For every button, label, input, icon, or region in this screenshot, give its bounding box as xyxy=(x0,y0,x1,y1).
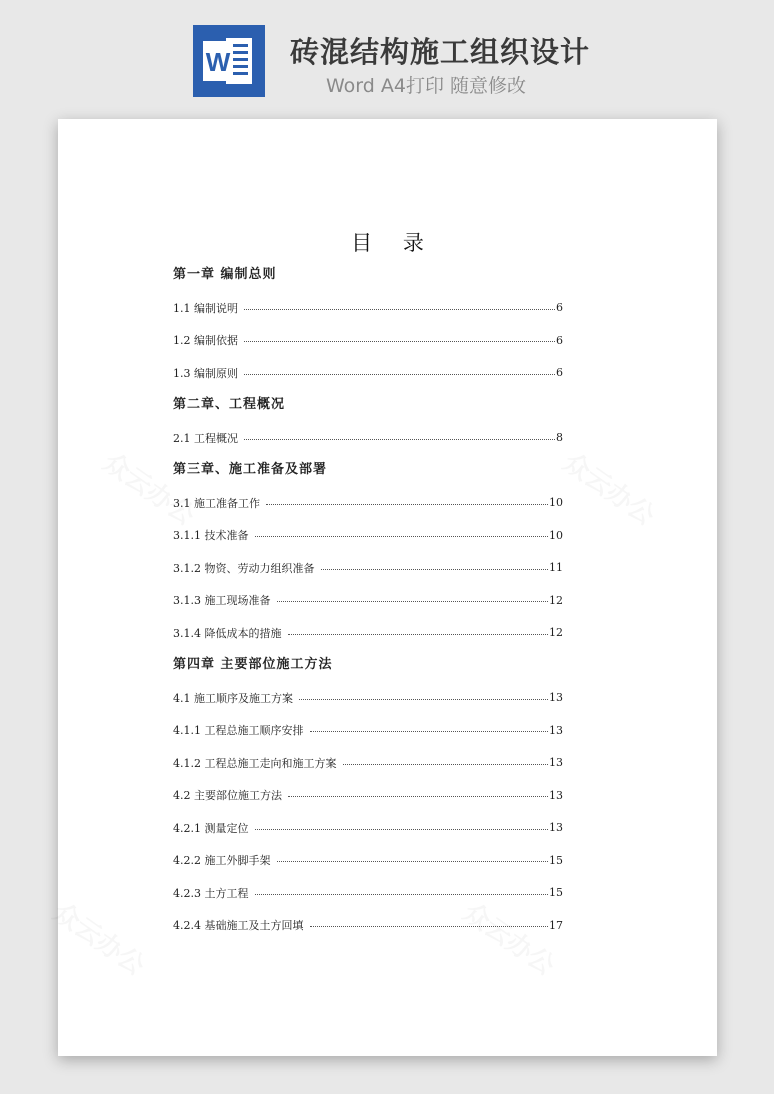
toc-title: 目 录 xyxy=(351,231,436,255)
word-letter: W xyxy=(205,47,231,77)
toc-leader-dots xyxy=(277,861,549,862)
toc-entry-label: 1.2 编制依据 xyxy=(173,334,238,348)
toc-page-number: 12 xyxy=(549,593,563,607)
toc-entry[interactable] xyxy=(173,552,563,585)
toc-leader-dots xyxy=(244,309,555,310)
toc-page-number: 15 xyxy=(549,886,563,900)
toc-leader-dots xyxy=(343,764,549,765)
toc-entry-label: 4.2 主要部位施工方法 xyxy=(173,789,282,803)
toc-page-number: 10 xyxy=(549,496,563,510)
toc-leader-dots xyxy=(321,569,549,570)
toc-page-number: 13 xyxy=(549,821,563,835)
toc-entry-label: 4.2.1 测量定位 xyxy=(173,821,249,835)
toc-page-number: 10 xyxy=(549,528,563,542)
toc-entry-label: 3.1.3 施工现场准备 xyxy=(173,594,271,608)
table-of-contents xyxy=(173,259,563,942)
watermark xyxy=(47,893,153,983)
toc-leader-dots xyxy=(255,829,549,830)
toc-entry[interactable] xyxy=(173,487,563,520)
toc-entry[interactable] xyxy=(173,422,563,455)
toc-entry-label: 4.1.1 工程总施工顺序安排 xyxy=(173,724,304,738)
watermark xyxy=(557,443,663,533)
word-document-icon xyxy=(193,25,265,97)
toc-entry[interactable] xyxy=(173,812,563,845)
toc-entry[interactable] xyxy=(173,324,563,357)
toc-entry-label: 4.1 施工顺序及施工方案 xyxy=(173,691,293,705)
toc-page-number: 11 xyxy=(549,561,563,575)
toc-leader-dots xyxy=(244,341,555,342)
toc-page-number: 6 xyxy=(556,301,563,315)
toc-entry[interactable] xyxy=(173,357,563,390)
toc-leader-dots xyxy=(299,699,548,700)
toc-page-number: 13 xyxy=(549,723,563,737)
toc-page-number: 8 xyxy=(556,431,563,445)
toc-chapter-heading[interactable]: 第四章 主要部位施工方法 xyxy=(173,657,333,672)
toc-entry-label: 3.1.4 降低成本的措施 xyxy=(173,626,282,640)
toc-leader-dots xyxy=(277,601,549,602)
toc-page-number: 13 xyxy=(549,788,563,802)
banner xyxy=(0,0,774,118)
toc-entry[interactable] xyxy=(173,617,563,650)
toc-entry[interactable] xyxy=(173,682,563,715)
toc-page-number: 13 xyxy=(549,691,563,705)
toc-entry-label: 3.1.1 技术准备 xyxy=(173,529,249,543)
toc-entry[interactable] xyxy=(173,877,563,910)
toc-entry[interactable] xyxy=(173,779,563,812)
toc-leader-dots xyxy=(244,439,555,440)
toc-leader-dots xyxy=(310,926,549,927)
toc-page-number: 12 xyxy=(549,626,563,640)
toc-entry-label: 4.1.2 工程总施工走向和施工方案 xyxy=(173,756,337,770)
toc-entry[interactable] xyxy=(173,909,563,942)
toc-leader-dots xyxy=(255,536,549,537)
toc-chapter-heading[interactable]: 第一章 编制总则 xyxy=(173,267,277,282)
toc-leader-dots xyxy=(310,731,549,732)
toc-entry-label: 4.2.4 基础施工及土方回填 xyxy=(173,919,304,933)
toc-entry-label: 2.1 工程概况 xyxy=(173,431,238,445)
toc-leader-dots xyxy=(244,374,555,375)
toc-entry-label: 1.3 编制原则 xyxy=(173,366,238,380)
toc-leader-dots xyxy=(288,634,549,635)
toc-page-number: 15 xyxy=(549,853,563,867)
toc-entry-label: 3.1.2 物资、劳动力组织准备 xyxy=(173,561,315,575)
toc-chapter-heading[interactable]: 第二章、工程概况 xyxy=(173,397,286,412)
toc-page-number: 13 xyxy=(549,756,563,770)
toc-page-number: 6 xyxy=(556,333,563,347)
toc-entry[interactable] xyxy=(173,747,563,780)
banner-subtitle: Word A4打印 随意修改 xyxy=(326,75,527,97)
document-page xyxy=(58,119,717,1056)
toc-page-number: 17 xyxy=(549,918,563,932)
toc-entry[interactable] xyxy=(173,714,563,747)
toc-entry[interactable] xyxy=(173,292,563,325)
toc-entry-label: 1.1 编制说明 xyxy=(173,301,238,315)
toc-page-number: 6 xyxy=(556,366,563,380)
toc-entry-label: 4.2.3 土方工程 xyxy=(173,886,249,900)
toc-entry[interactable] xyxy=(173,844,563,877)
toc-leader-dots xyxy=(266,504,548,505)
toc-entry[interactable] xyxy=(173,519,563,552)
toc-leader-dots xyxy=(288,796,548,797)
toc-entry-label: 3.1 施工准备工作 xyxy=(173,496,260,510)
toc-leader-dots xyxy=(255,894,549,895)
toc-entry-label: 4.2.2 施工外脚手架 xyxy=(173,854,271,868)
banner-title: 砖混结构施工组织设计 xyxy=(290,35,591,69)
toc-entry[interactable] xyxy=(173,584,563,617)
toc-chapter-heading[interactable]: 第三章、施工准备及部署 xyxy=(173,462,328,477)
